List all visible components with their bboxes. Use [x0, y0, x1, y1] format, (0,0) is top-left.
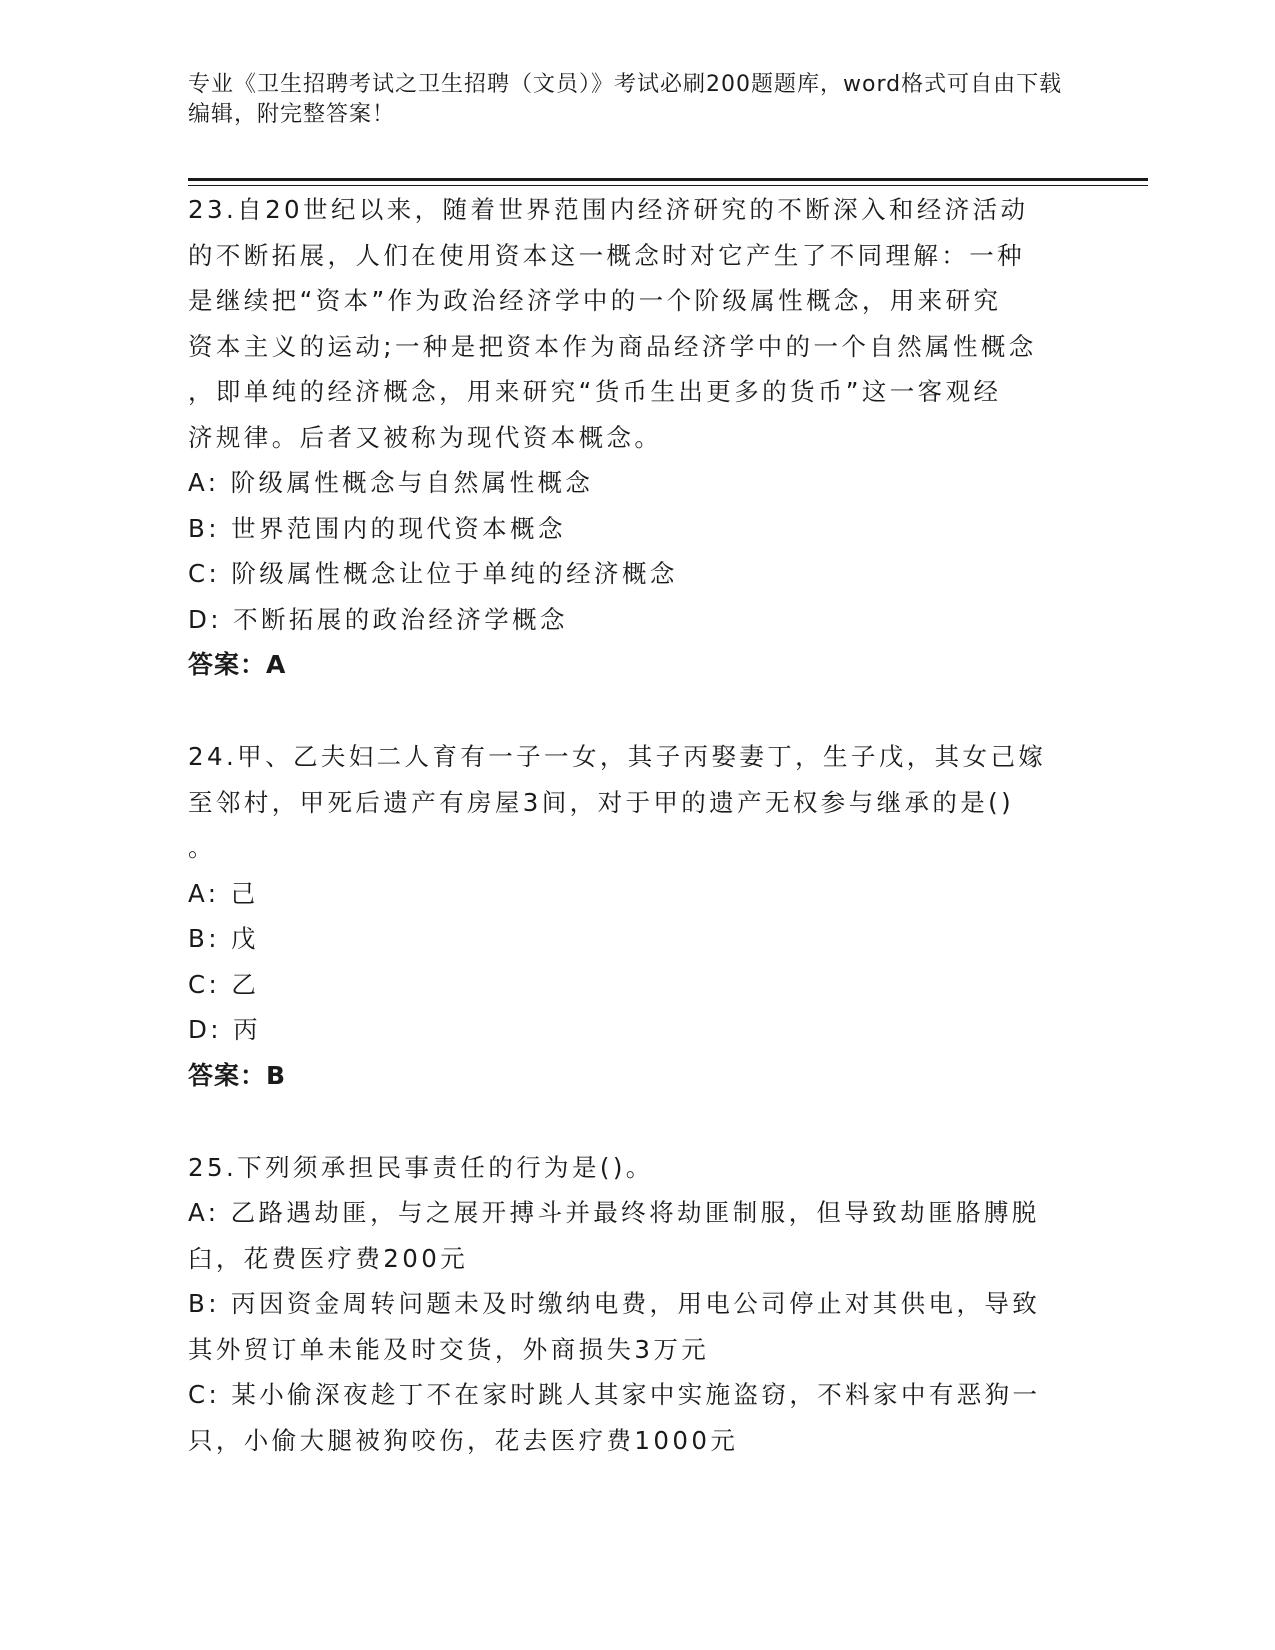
question-text-line: ，即单纯的经济概念，用来研究“货币生出更多的货币”这一客观经 — [188, 377, 1002, 406]
header-rule-thick — [188, 178, 1148, 181]
spacer — [188, 688, 1068, 734]
option-d: D: 丙 — [188, 1015, 262, 1044]
option-c: C: 某小偷深夜趁丁不在家时跳人其家中实施盗窃，不料家中有恶狗一 — [188, 1380, 1041, 1409]
option-a: A: 己 — [188, 878, 259, 908]
question-23 — [188, 187, 1068, 688]
option-c: C: 阶级属性概念让位于单纯的经济概念 — [188, 559, 678, 588]
answer: 答案：A — [188, 650, 287, 679]
question-text-line: 23.自20世纪以来，随着世界范围内经济研究的不断深入和经济活动 — [188, 195, 1029, 224]
option-c: C: 乙 — [188, 969, 260, 999]
question-text-line: 的不断拓展，人们在使用资本这一概念时对它产生了不同理解：一种 — [188, 240, 1025, 270]
question-25 — [188, 1145, 1068, 1464]
question-text-line: 资本主义的运动;一种是把资本作为商品经济学中的一个自然属性概念 — [188, 331, 1037, 361]
option-b: B: 戊 — [188, 924, 259, 953]
question-text-line: 25.下列须承担民事责任的行为是()。 — [188, 1152, 654, 1182]
page-header: 专业《卫生招聘考试之卫生招聘（文员）》考试必刷200题题库，word格式可自由下载编辑，附完整答案！ — [188, 72, 1063, 127]
option-d: D: 不断拓展的政治经济学概念 — [188, 604, 568, 634]
answer: 答案：B — [188, 1060, 287, 1090]
option-a-continued: 臼，花费医疗费200元 — [188, 1243, 469, 1273]
question-list — [188, 187, 1068, 1463]
question-text-line: 至邻村，甲死后遗产有房屋3间，对于甲的遗产无权参与继承的是() — [188, 787, 1015, 817]
option-b: B: 世界范围内的现代资本概念 — [188, 513, 566, 543]
header-rule-thin — [188, 185, 1148, 186]
question-text-line: 是继续把“资本”作为政治经济学中的一个阶级属性概念，用来研究 — [188, 286, 1002, 315]
spacer — [188, 1099, 1068, 1145]
question-text-line: 24.甲、乙夫妇二人育有一子一女，其子丙娶妻丁，生子戊，其女己嫁 — [188, 742, 1047, 771]
option-a: A: 阶级属性概念与自然属性概念 — [188, 468, 594, 497]
option-b-continued: 其外贸订单未能及时交货，外商损失3万元 — [188, 1334, 710, 1364]
question-text-line: 。 — [188, 833, 216, 862]
question-text-line: 济规律。后者又被称为现代资本概念。 — [188, 422, 663, 452]
option-a: A: 乙路遇劫匪，与之展开搏斗并最终将劫匪制服，但导致劫匪胳膊脱 — [188, 1198, 1040, 1227]
question-24 — [188, 734, 1068, 1099]
option-c-continued: 只，小偷大腿被狗咬伤，花去医疗费1000元 — [188, 1425, 739, 1455]
option-b: B: 丙因资金周转问题未及时缴纳电费，用电公司停止对其供电，导致 — [188, 1289, 1041, 1318]
